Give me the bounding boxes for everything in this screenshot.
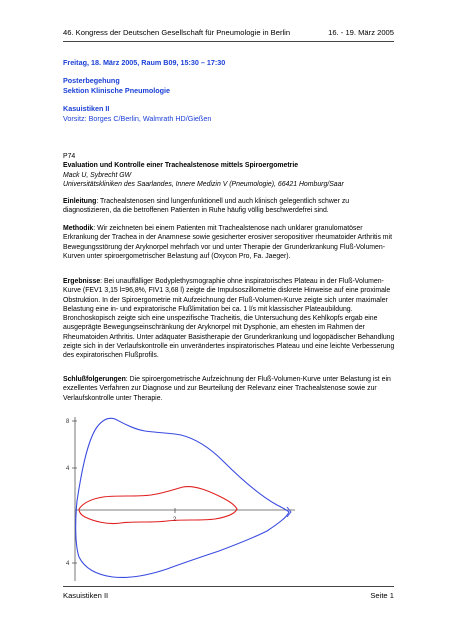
session-section: Sektion Klinische Pneumologie bbox=[63, 85, 171, 95]
abstract-title: Evaluation und Kontrolle einer Trachealstenose mittels Spiroergometrie bbox=[63, 162, 299, 170]
footer-session: Kasuistiken II bbox=[63, 591, 109, 600]
conclusion-label: Schlußfolgerungen bbox=[63, 376, 126, 383]
session-type: Posterbegehung bbox=[63, 76, 120, 86]
session-chair: Vorsitz: Borges C/Berlin, Walmrath HD/Gießen bbox=[63, 113, 212, 123]
abstract-head bbox=[63, 152, 395, 189]
header-dates: 16. - 19. März 2005 bbox=[328, 28, 394, 37]
session-info bbox=[63, 58, 225, 123]
page-header bbox=[63, 28, 394, 42]
abstract-authors: Mack U, Sybrecht GW bbox=[63, 171, 132, 179]
rest-flow-volume-curve bbox=[79, 487, 237, 524]
page-footer bbox=[63, 586, 394, 600]
results-text: : Bei unauffälliger Bodyplethysmographie ohne inspiratorisches Plateau in der Fluß-Volumen-Kurve (FEV1 3,15 l=96,8%, FIV1 3,68 l) zeigte die Impulsoszillometrie diskrete Hinweise auf eine proximale Obstruktion. In der Spiroergometrie mit Aufzeichnung der Fluß-Volumen-Kurve zeigte sich unter maximaler Belastung eine in- und expiratorische Flußlimitation bei ca. 1 l/s mit klassischer Plateaubildung. Bronchoskopisch zeigte sich eine unspezifische Tracheitis, die Untersuchung des Kehlkopfs ergab eine ausgeprägte Bewegungseinschränkung der Aryknorpel mit Dysphonie, am ehesten im Rahmen der Rheumatoiden Arthritis. Unter adäquater Basistherapie der Grunderkrankung und logopädischer Behandlung zeigte sich in der Verlaufskontrolle ein unverändertes inspiratorisches Plateau und eine leichte Verbesserung des expiratorischen Flußprofils. bbox=[63, 278, 395, 359]
flow-volume-figure bbox=[63, 413, 299, 585]
header-congress: 46. Kongress der Deutschen Gesellschaft für Pneumologie in Berlin bbox=[63, 28, 291, 37]
x-tick-label: 2 bbox=[173, 517, 177, 523]
session-title: Kasuistiken II bbox=[63, 104, 110, 114]
abstract-conclusion bbox=[63, 375, 395, 403]
results-label: Ergebnisse bbox=[63, 278, 101, 285]
abstract-results bbox=[63, 277, 395, 360]
abstract-introduction bbox=[63, 197, 395, 216]
abstract-method bbox=[63, 224, 395, 261]
session-date: Freitag, 18. März 2005, Raum B09, 15:30 – 17:30 bbox=[63, 58, 226, 67]
y-tick-label: 8 bbox=[66, 419, 70, 425]
method-text: : Wir zeichneten bei einem Patienten mit Trachealstenose nach unklarer granulomatöser Erkrankung der Trachea in der Anamnese sowie gesicherter erosiver seropositiver rheumatoider Arthritis mit Bewegungsstörung der Aryknorpel mehrfach vor und unter Therapie der Grunderkrankung Fluß-Volumen-Kurven unter spiroergometrischer Belastung auf (Oxycon Pro, Fa. Jaeger). bbox=[63, 225, 392, 260]
method-label: Methodik bbox=[63, 225, 94, 232]
y-tick-label: 4 bbox=[66, 466, 70, 472]
intro-label: Einleitung bbox=[63, 198, 97, 205]
abstract-affiliation: Universitätskliniken des Saarlandes, Innere Medizin V (Pneumologie), 66421 Homburg/Saar bbox=[63, 180, 344, 188]
y-tick-label: 4 bbox=[66, 561, 70, 567]
exercise-flow-volume-curve bbox=[76, 418, 289, 577]
footer-page: Seite 1 bbox=[370, 591, 394, 600]
abstract-number: P74 bbox=[63, 153, 76, 160]
conclusion-text: : Die spiroergometrische Aufzeichnung der Fluß-Volumen-Kurve unter Belastung ist ein exzellentes Verfahren zur Diagnose und zur Beurteilung der Relevanz einer Trachealstenose sowie zur Verlaufskontrolle unter Therapie. bbox=[63, 376, 391, 402]
intro-text: : Trachealstenosen sind lungenfunktionell und auch klinisch gelegentlich schwer zu diagnostizieren, da die betroffenen Patienten in Ruhe häufig völlig beschwerdefrei sind. bbox=[63, 198, 350, 215]
